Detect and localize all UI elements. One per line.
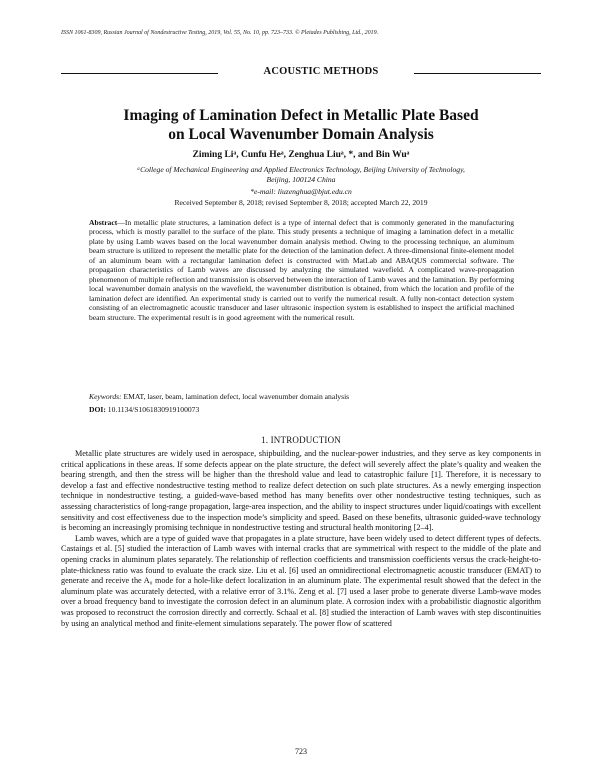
keywords [89, 392, 514, 401]
affiliation-line-2: Beijing, 100124 China [266, 174, 336, 184]
doi-label: DOI: [89, 405, 106, 414]
section-rule-left [61, 73, 218, 74]
authors: Ziming Liᵃ, Cunfu Heᵃ, Zenghua Liuᵃ, *, and Bin Wuᵃ [192, 150, 410, 160]
page-number: 723 [295, 747, 307, 756]
abstract-label: Abstract [89, 218, 118, 227]
received-dates: Received September 8, 2018; revised September 8, 2018; accepted March 22, 2019 [174, 198, 428, 207]
doi [89, 405, 514, 414]
running-head: ISSN 1061-8309, Russian Journal of Nondestructive Testing, 2019, Vol. 55, No. 10, pp. 723–733. © Pleiades Publishing, Ltd., 2019. [61, 30, 379, 36]
introduction-body [61, 449, 541, 629]
section-heading-introduction: 1. INTRODUCTION [261, 435, 341, 445]
title-line-1: Imaging of Lamination Defect in Metallic Plate Based [123, 107, 479, 124]
section-rule-right [414, 73, 541, 74]
section-label: ACOUSTIC METHODS [263, 66, 379, 77]
title-line-2: on Local Wavenumber Domain Analysis [168, 126, 434, 143]
abstract [89, 218, 514, 322]
paragraph: Lamb waves, which are a type of guided wave that propagates in a plate structure, have been widely used to detect different types of defects. Castaings et al. [5] studied the interaction of Lamb waves with internal cracks that are symmetrical with respect to the middle of the plate and opening cracks in aluminum plates separately. The relationship of reflection coefficients and transmission coefficients versus the crack-height-to-plate-thickness ratio was found to evaluate the crack size. Liu et al. [6] used an omnidirectional electromagnetic acoustic transducer (EMAT) to generate and receive the A₀ mode for a hole-like defect localization in an aluminum plate. The experimental result showed that the defect in the aluminum plate was accurately detected, with a relative error of 3.1%. Zeng et al. [7] used a laser probe to generate diverse Lamb-wave modes over a broad frequency band to investigate the corrosion defect in an aluminum plate. A corrosion index with a probabilistic diagnostic algorithm was proposed to reconstruct the corrosion directly and correctly. Schaal et al. [8] studied the interaction of Lamb waves with step discontinuities by using an analytical method and finite-element simulations separately. The power flow of scattered [61, 533, 541, 628]
paragraph: Metallic plate structures are widely used in aerospace, shipbuilding, and the nuclear-power industries, and they serve as key components in critical applications in these areas. If some defects appear on the plate structure, the defect will severely affect the plate’s quality and weaken the bearing strength, and then the stress will be higher than the threshold value and lead to catastrophic failure [1]. Therefore, it is necessary to develop a fast and effective nondestructive testing method to realize defect detection on such plate structures. As a newly emerging inspection technique in nondestructive testing, a guided-wave-based method has many benefits over other nondestructive testing techniques, such as assessing characteristics of long-range propagation, large-area inspection, and the ability to inspect structures under liquid/coatings with excellent sensitivity and cost effectiveness due to the inspection mode’s simplicity and speed. Based on these benefits, ultrasonic guided-wave technology is becoming an increasingly promising technique in nondestructive testing and structural health monitoring [2–4]. [61, 449, 541, 533]
section-label-row [61, 66, 541, 80]
keywords-text: EMAT, laser, beam, lamination defect, local wavenumber domain analysis [121, 392, 350, 401]
doi-text: 10.1134/S1061830919100073 [105, 405, 200, 414]
affiliation-line-1: ᵃCollege of Mechanical Engineering and Applied Electronics Technology, Beijing University of Technology, [137, 165, 465, 174]
corresponding-email: *e-mail: liuzenghua@bjut.edu.cn [250, 187, 352, 196]
abstract-text: —In metallic plate structures, a lamination defect is a type of internal defect that is commonly generated in the manufacturing process, which is mostly parallel to the surface of the plate. This study presents a technique of imaging a lamination defect in a metallic plate by using Lamb waves based on the local wavenumber domain analysis method. Owing to the processing technique, an aluminum beam structure is utilized to represent the metallic plate for the detection of the lamination defect. A three-dimensional finite-element model of an aluminum beam with a rectangular lamination defect is constructed with MatLab and ABAQUS commercial software. The propagation characteristics of Lamb waves are discussed by analyzing the simulated wavefield. A complicated wave-propagation phenomenon of multiple reflection and transmission is observed between the interaction of Lamb waves and the lamination. By performing local wavenumber domain analysis on the wavefield, the wavenumber distribution is obtained, from which the location and profile of the lamination defect are identified. An experimental study is carried out to verify the numerical result. A fully non-contact detection system consisting of an electromagnetic acoustic transducer and laser ultrasonic inspection system is established to inspect the artificial machined beam structure. The experimental result is in good agreement with the numerical result. [89, 218, 514, 322]
paper-title [61, 106, 541, 144]
affiliation [61, 165, 541, 184]
keywords-label: Keywords: [89, 392, 122, 401]
